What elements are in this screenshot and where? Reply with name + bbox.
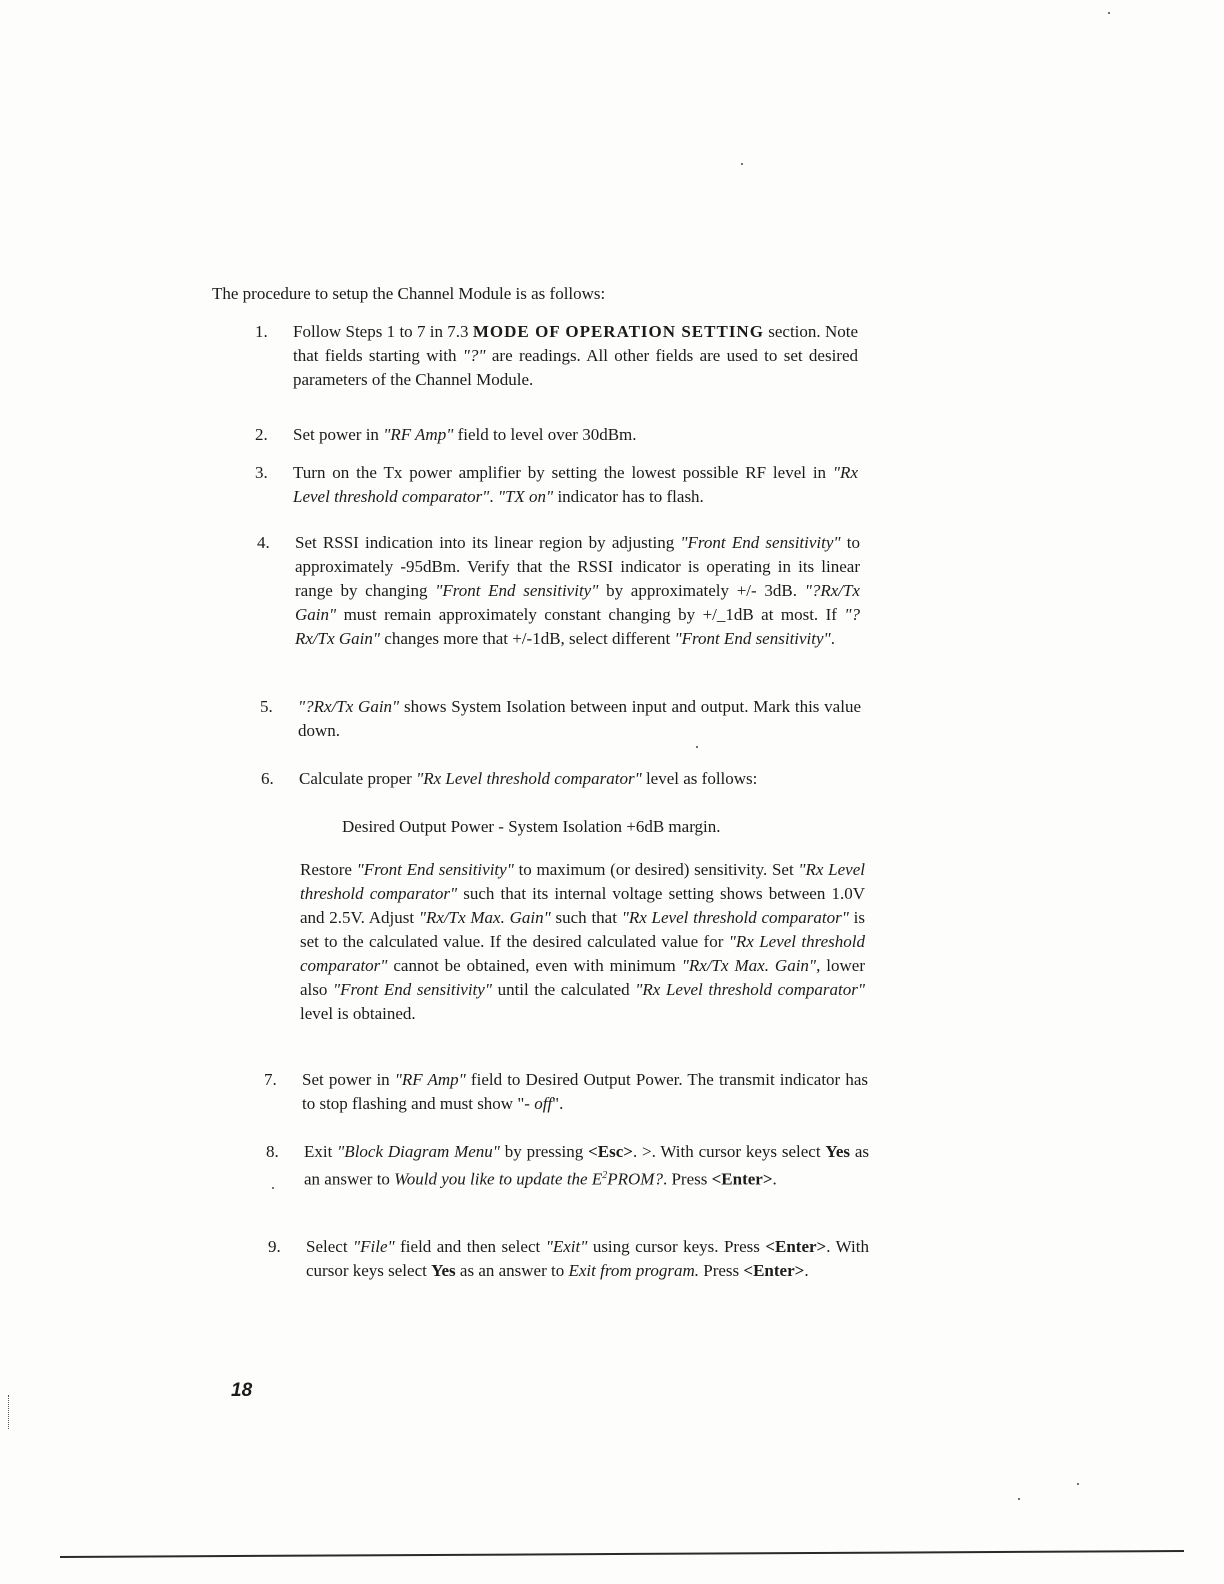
step-text [298,695,861,743]
text-run: Set power in [293,425,384,444]
text-run: . Press [662,1169,712,1189]
text-run: Set power in [302,1070,395,1089]
italic-run: off [534,1094,553,1113]
bold-run: <Enter> [765,1237,827,1256]
italic-run: "Rx Level threshold comparator" [300,932,865,975]
text-run: Restore [300,860,357,879]
text-run: section. Note that fields starting with [293,322,859,365]
italic-run: "Rx Level threshold comparator" [416,769,642,788]
text-run: . [772,1169,777,1189]
scan-speck [1018,1498,1020,1500]
step-6-continued [300,858,865,1026]
text-run: field to level over 30dBm. [453,425,637,444]
text-run: must remain approximately constant changing by +/_1dB at most. If [336,605,845,624]
step-text [299,767,864,791]
text-run: field to Desired Output Power. The transmit indicator has to stop flashing and must show "- [302,1070,868,1113]
scan-speck [1108,12,1110,14]
text-run: Exit [304,1142,338,1161]
italic-run: "TX on" [497,487,554,506]
italic-run: "?" [462,346,486,365]
text-run: Press [698,1261,744,1280]
step-number: 4. [257,533,270,552]
text-run: until the calculated [491,980,636,999]
italic-run: "Front End sensitivity" [435,581,599,600]
text-run: , lower also [300,956,865,999]
step-9 [268,1235,869,1283]
page-number: 18 [231,1380,253,1401]
step-text [295,531,860,651]
italic-run: Would you like to update the E [394,1169,603,1189]
text-run: are readings. All other fields are used to set desired parameters of the Channel Module. [293,346,858,389]
step-number: 5. [260,697,273,716]
step-7 [264,1068,868,1116]
text-run: Turn on the Tx power amplifier by setting the lowest possible RF level in [293,463,833,482]
text-run: cannot be obtained, even with minimum [387,956,682,975]
text-run: to maximum (or desired) sensitivity. Set [513,860,799,879]
text-run: . With cursor keys select [306,1237,869,1280]
step-5 [260,695,861,743]
italic-run: "RF Amp" [394,1070,466,1089]
step-6 [261,767,864,791]
italic-run: "RF Amp" [383,425,454,444]
step-text [302,1068,868,1116]
step-number: 3. [255,463,268,482]
intro-text: The procedure to setup the Channel Module is as follows: [212,284,606,303]
italic-run: "Block Diagram Menu" [337,1142,500,1161]
italic-run: PROM? [607,1169,663,1189]
text-run: . >. With cursor keys select [632,1142,826,1161]
text-run: level as follows: [641,769,758,788]
bold-run: Yes [825,1142,850,1161]
italic-run: "Front End sensitivity" [680,533,841,552]
section-heading: MODE OF OPERATION SETTING [472,322,764,341]
text-run: using cursor keys. Press [587,1237,766,1256]
step-text [300,858,865,1026]
italic-run: "?Rx/Tx Gain" [298,697,400,716]
scan-edge-mark [2,1395,9,1429]
step-number: 8. [266,1142,279,1161]
text-run: such that [550,908,622,927]
text-run: Set RSSI indication into its linear region by adjusting [295,533,681,552]
superscript: 2 [602,1170,608,1181]
step-number: 9. [268,1237,281,1256]
step-2 [255,423,858,447]
text-run: indicator has to flash. [553,487,704,506]
step-text [293,423,858,447]
italic-run: "Front End sensitivity" [333,980,492,999]
text-run: to approximately -95dBm. Verify that the RSSI indicator is operating in its linear range by changing [295,533,860,600]
text-run: field and then select [394,1237,546,1256]
formula-line: Desired Output Power - System Isolation +6dB margin. [342,817,721,836]
scan-speck [1077,1483,1079,1485]
text-run: such that its internal voltage setting shows between 1.0V and 2.5V. Adjust [300,884,865,927]
text-run: Calculate proper [299,769,417,788]
step-1 [255,320,859,392]
scan-speck [272,1187,274,1189]
text-run: level is obtained. [300,1004,416,1023]
step-text [306,1235,869,1283]
step-number: 6. [261,769,274,788]
step-text [293,320,858,392]
text-run: shows System Isolation between input and output. Mark this value down. [298,697,861,740]
step-3 [255,461,858,509]
step-text [293,461,858,509]
step-8 [266,1140,869,1192]
italic-run: "Rx/Tx Max. Gain" [681,956,817,975]
italic-run: "Front End sensitivity" [674,629,831,648]
scan-speck [696,746,698,748]
italic-run: "?Rx/Tx Gain" [295,581,860,624]
italic-run: "Rx/Tx Max. Gain" [418,908,551,927]
bold-run: Yes [431,1261,456,1280]
italic-run: "Rx Level threshold comparator" [621,908,849,927]
italic-run: "File" [353,1237,395,1256]
text-run: . [489,487,498,506]
bottom-scan-line [60,1550,1184,1558]
text-run: by approximately +/- 3dB. [598,581,805,600]
bold-run: <Esc> [588,1142,633,1161]
text-run: ". [552,1094,564,1113]
step-4 [257,531,860,651]
text-run: . [830,629,835,648]
step-number: 7. [264,1070,277,1089]
text-run: Select [306,1237,354,1256]
bold-run: <Enter> [711,1169,773,1189]
text-run: Follow Steps 1 to 7 in 7.3 [293,322,473,341]
bold-run: <Enter> [743,1261,805,1280]
italic-run: "Rx Level threshold comparator" [635,980,865,999]
step-text [304,1140,869,1192]
text-run: by pressing [499,1142,589,1161]
italic-run: "Rx Level threshold comparator" [300,860,865,903]
step-number: 2. [255,425,268,444]
italic-run: "Exit" [545,1237,588,1256]
step-number: 1. [255,322,268,341]
text-run: changes more that +/-1dB, select different [380,629,675,648]
text-run: . [804,1261,809,1280]
text-run: as an answer to [304,1142,869,1189]
italic-run: "Front End sensitivity" [356,860,514,879]
italic-run: "Rx Level threshold comparator" [293,463,858,506]
text-run: as an answer to [455,1261,569,1280]
italic-run: Exit from program. [568,1261,699,1280]
text-run: is set to the calculated value. If the desired calculated value for [300,908,865,951]
italic-run: "?Rx/Tx Gain" [295,605,860,648]
scan-speck [741,163,743,165]
